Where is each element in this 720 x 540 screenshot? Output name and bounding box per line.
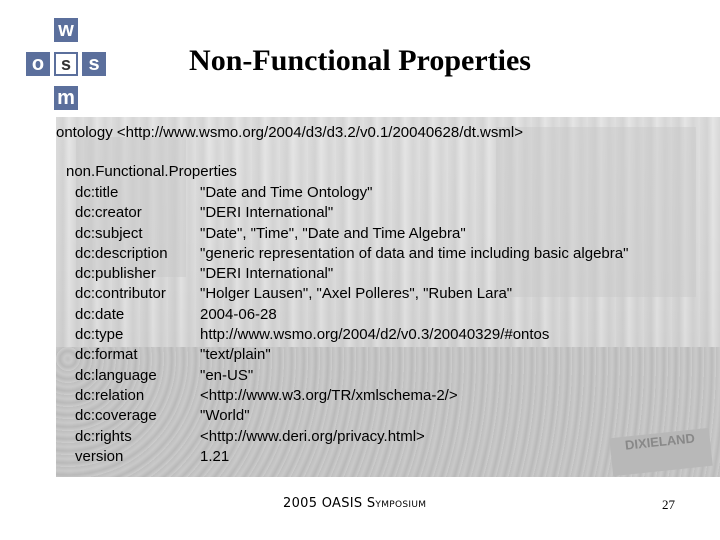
slide-title: Non-Functional Properties [189,44,531,77]
property-value: <http://www.deri.org/privacy.html> [200,427,425,445]
property-value: "generic representation of data and time including basic algebra" [200,244,629,262]
wsmo-logo [22,18,110,110]
property-key: dc:contributor [75,285,166,303]
property-row [75,407,715,427]
property-key: dc:rights [75,427,132,445]
property-value: 1.21 [200,447,230,465]
logo-center-letter: s [54,52,78,76]
nfp-heading: non.Functional.Properties [66,163,237,180]
property-row [75,245,715,265]
property-row [75,448,715,468]
property-row [75,326,715,346]
property-row [75,346,715,366]
property-key: dc:creator [75,204,142,222]
property-key: dc:subject [75,224,143,242]
ontology-keyword: ontology [56,124,113,141]
property-row [75,428,715,448]
property-row [75,285,715,305]
properties-list [75,184,715,468]
property-row [75,204,715,224]
property-key: dc:format [75,346,138,364]
logo-letter-o: o [26,52,50,76]
property-value: 2004-06-28 [200,305,277,323]
page-number: 27 [662,497,675,512]
logo-letter-s: s [82,52,106,76]
property-value: "en-US" [200,366,254,384]
property-value: "World" [200,407,250,425]
property-value: "Holger Lausen", "Axel Polleres", "Ruben Lara" [200,285,513,303]
property-row [75,184,715,204]
photo-sign: DIXIELAND [609,428,712,476]
property-row [75,225,715,245]
logo-letter-w: w [54,18,78,42]
property-key: dc:relation [75,386,145,404]
property-key: dc:date [75,305,125,323]
property-row [75,367,715,387]
property-value: "DERI International" [200,265,334,283]
logo-letter-m: m [54,86,78,110]
property-value: "Date", "Time", "Date and Time Algebra" [200,224,466,242]
property-value: "Date and Time Ontology" [200,184,373,201]
property-key: dc:title [75,184,119,201]
property-key: dc:type [75,326,124,344]
property-key: dc:description [75,244,168,262]
property-value: "text/plain" [200,346,271,364]
property-row [75,387,715,407]
ontology-line [56,124,523,141]
property-key: version [75,447,124,465]
property-value: http://www.wsmo.org/2004/d2/v0.3/20040329/#ontos [200,326,550,344]
ontology-iri: <http://www.wsmo.org/2004/d3/d3.2/v0.1/20040628/dt.wsml> [116,124,523,141]
property-key: dc:coverage [75,407,157,425]
property-value: "DERI International" [200,204,334,222]
property-key: dc:publisher [75,265,156,283]
footer-event: 2005 OASIS Symposium [283,496,427,511]
property-row [75,265,715,285]
property-row [75,306,715,326]
property-value: <http://www.w3.org/TR/xmlschema-2/> [200,386,458,404]
property-key: dc:language [75,366,157,384]
